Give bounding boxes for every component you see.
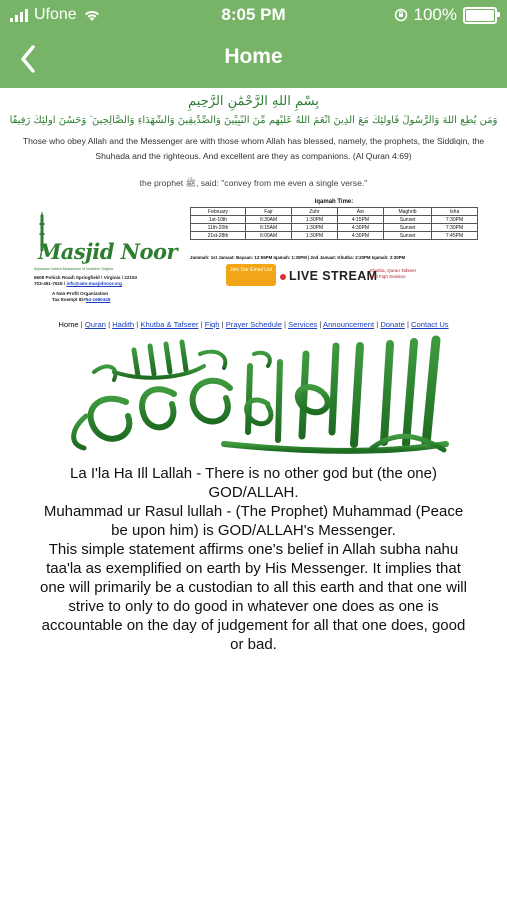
table-cell: 4:30PM xyxy=(337,224,383,232)
email-link[interactable]: info@aim-masjidnoor.org xyxy=(66,281,122,286)
live-dot-icon xyxy=(280,274,286,280)
shahada-calligraphy-image xyxy=(54,332,454,456)
table-cell: Sunset xyxy=(383,224,431,232)
orientation-lock-icon xyxy=(394,8,408,22)
col-header: Fajr xyxy=(246,208,292,216)
shahada-line-1: La I'la Ha Ill Lallah - There is no other god but (the one) GOD/ALLAH. xyxy=(70,465,437,501)
bismillah-text: بِسْمِ اللهِ الرَّحْمَٰنِ الرَّحِيمِ xyxy=(188,94,319,109)
table-cell: 7:45PM xyxy=(432,232,478,240)
masjid-subtitle: Anjumane Islahul Muslameen of Northern Virginia xyxy=(34,267,114,271)
nav-title: Home xyxy=(224,45,283,68)
live-stream-label: LIVE STREAM xyxy=(289,269,378,283)
table-cell: 6:30AM xyxy=(246,216,292,224)
nav-link-home[interactable]: Home xyxy=(58,320,79,329)
col-header: Zuhr xyxy=(292,208,338,216)
contact-line xyxy=(34,281,137,287)
phone-number: 703-451-7615 \ xyxy=(34,281,67,286)
nav-link-donate[interactable]: Donate xyxy=(380,320,405,329)
table-cell: 6:00AM xyxy=(246,232,292,240)
battery-info xyxy=(394,5,497,25)
nav-link-hadith[interactable]: Hadith xyxy=(112,320,135,329)
clock: 8:05 PM xyxy=(221,5,286,24)
masjid-info-block xyxy=(0,199,507,315)
table-cell: 21st-28th xyxy=(191,232,246,240)
table-row xyxy=(191,216,478,224)
iqamah-title: Iqamah Time: xyxy=(314,199,354,205)
battery-icon xyxy=(463,7,497,24)
live-stream-button[interactable] xyxy=(280,269,377,283)
verse-translation: Those who obey Allah and the Messenger are with those whom Allah has blessed, namely, the prophets, the Siddiqin, the Shuhada and the righteous. And excellent are they as companions. (Al Quran 4:69) xyxy=(22,136,485,161)
nav-link-contact[interactable]: Contact Us xyxy=(411,320,449,329)
table-row xyxy=(191,232,478,240)
masjid-address xyxy=(34,275,137,287)
table-cell: 4:15PM xyxy=(337,216,383,224)
iqamah-table xyxy=(190,207,478,240)
jumuah-times: Jummah: 1st Jamaat: Bayaan: 12:55PM Iqamah: 1:30PM | 2nd Jamaat: Khutba: 2:20PM Iqamah: 2:30PM xyxy=(190,255,406,260)
shahada-explanation xyxy=(38,464,469,654)
arabic-verse: وَمَن يُطِعِ اللَّهَ وَالرَّسُولَ فَأُولَٰئِكَ مَعَ الَّذِينَ أَنْعَمَ اللَّهُ عَلَيْهِم مِّنَ النَّبِيِّينَ وَالصِّدِّيقِينَ وَالشُّهَدَاءِ وَالصَّالِحِينَ ۚ وَحَسُنَ أُولَٰئِكَ رَفِيقًا xyxy=(9,115,498,126)
tax-id-link[interactable]: 54-1680445 xyxy=(85,297,111,302)
nonprofit-info xyxy=(52,291,110,303)
col-header: Asr xyxy=(337,208,383,216)
table-header-row xyxy=(191,208,478,216)
nav-link-quran[interactable]: Quran xyxy=(84,320,106,329)
site-navigation: Home | Quran | Hadith | Khutba & Tafseer | Fiqh | Prayer Schedule | Services | Announcement | Donate | Contact Us xyxy=(58,320,449,329)
web-content xyxy=(0,88,507,654)
table-cell: 1:30PM xyxy=(292,216,338,224)
table-cell: 1st-10th xyxy=(191,216,246,224)
table-cell: 11th-20th xyxy=(191,224,246,232)
table-cell: 1:30PM xyxy=(292,224,338,232)
table-cell: 6:15AM xyxy=(246,224,292,232)
battery-percent: 100% xyxy=(413,5,457,24)
tax-label: Tax Exempt ID# xyxy=(52,297,86,302)
nav-link-services[interactable]: Services xyxy=(288,320,318,329)
status-bar xyxy=(0,0,507,30)
col-header: February xyxy=(191,208,246,216)
tax-line xyxy=(52,297,110,303)
iqamah-schedule xyxy=(190,199,478,240)
carrier-name: Ufone xyxy=(34,6,77,23)
col-header: Maghrib xyxy=(383,208,431,216)
table-cell: 1:30PM xyxy=(292,232,338,240)
table-cell: 7:30PM xyxy=(432,216,478,224)
masjid-name: Masjid Noor xyxy=(38,239,178,264)
table-cell: 7:30PM xyxy=(432,224,478,232)
shahada-line-3: This simple statement affirms one's belief in Allah subha nahu taa'la as exemplified on earth by His Messenger. It implies that one will primarily be a custodian to all this earth and that one will strive to only to do good in whatever one does as one is accountable on the day of judgement for all that one does, good or bad. xyxy=(40,541,467,653)
stream-note-line: and Fiqh Session xyxy=(370,274,406,279)
table-cell: Sunset xyxy=(383,232,431,240)
live-stream-note xyxy=(370,268,416,280)
nonprofit-label: A Non-Profit Organization xyxy=(52,291,109,296)
table-row xyxy=(191,224,478,232)
col-header: Isha xyxy=(432,208,478,216)
table-cell: 4:30PM xyxy=(337,232,383,240)
nav-link-prayer-schedule[interactable]: Prayer Schedule xyxy=(225,320,282,329)
shahada-line-2: Muhammad ur Rasul lullah - (The Prophet) Muhammad (Peace be upon him) is GOD/ALLAH's Messenger. xyxy=(43,503,464,539)
nav-link-khutba[interactable]: Khutba & Tafseer xyxy=(140,320,199,329)
navigation-bar xyxy=(0,30,507,88)
stream-note-line: Khutba, Quran Tafseer xyxy=(370,268,417,273)
join-email-list-button[interactable]: Join Our Email List xyxy=(226,264,276,286)
nav-link-announcement[interactable]: Announcement xyxy=(323,320,375,329)
prophet-quote: the prophet ﷺ, said: "convey from me even a single verse." xyxy=(139,178,368,188)
table-cell: Sunset xyxy=(383,216,431,224)
address-line: 6608 Pohick Road\ Springfield \ Virginia \ 22153 xyxy=(34,275,138,280)
nav-link-fiqh[interactable]: Fiqh xyxy=(204,320,220,329)
